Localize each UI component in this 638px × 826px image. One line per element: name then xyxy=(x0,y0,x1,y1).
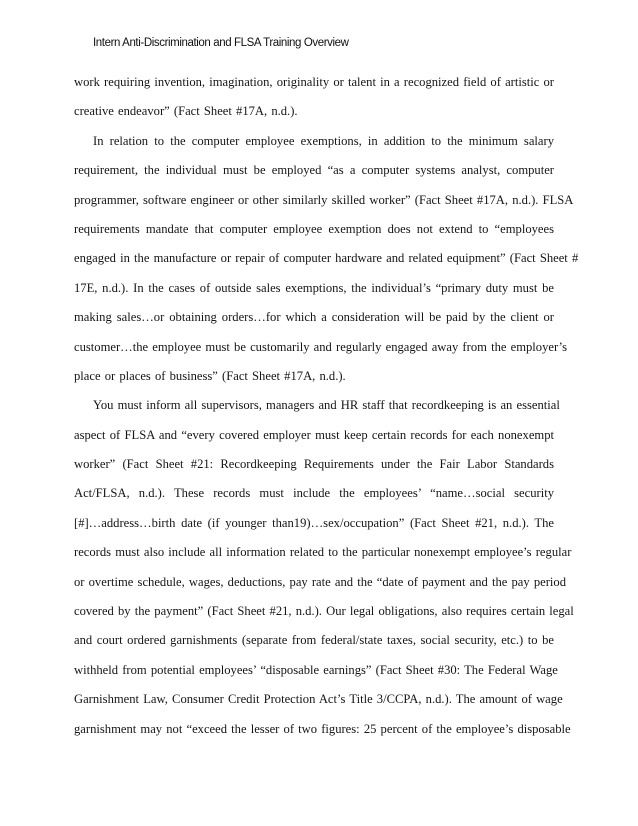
text-line: [#]…address…birth date (if younger than19)…sex/occupation” (Fact Sheet #21, n.d.). The xyxy=(74,515,554,530)
text-line: work requiring invention, imagination, originality or talent in a recognized field of artistic or xyxy=(74,75,554,89)
text-line: or overtime schedule, wages, deductions, pay rate and the “date of payment and the pay period xyxy=(74,574,566,589)
text-line: customer…the employee must be customarily and regularly engaged away from the employer’s xyxy=(74,339,568,354)
text-line: 17E, n.d.). In the cases of outside sales exemptions, the individual’s “primary duty must be xyxy=(74,280,554,295)
text-line: place or places of business” (Fact Sheet #17A, n.d.). xyxy=(74,368,346,383)
text-line: worker” (Fact Sheet #21: Recordkeeping Requirements under the Fair Labor Standards xyxy=(74,457,554,472)
text-line: aspect of FLSA and “every covered employer must keep certain records for each nonexempt xyxy=(74,427,554,442)
text-line: records must also include all information related to the particular nonexempt employee’s regular xyxy=(74,545,572,560)
body-text xyxy=(74,68,579,744)
text-line: You must inform all supervisors, managers and HR staff that recordkeeping is an essential xyxy=(93,398,560,413)
text-line: Garnishment Law, Consumer Credit Protection Act’s Title 3/CCPA, n.d.). The amount of wage xyxy=(74,692,563,707)
text-line: withheld from potential employees’ “disposable earnings” (Fact Sheet #30: The Federal Wage xyxy=(74,662,558,677)
text-line: and court ordered garnishments (separate from federal/state taxes, social security, etc.) to be xyxy=(74,633,554,648)
text-line: programmer, software engineer or other similarly skilled worker” (Fact Sheet #17A, n.d.). FLSA xyxy=(74,192,574,207)
text-line: requirements mandate that computer employee exemption does not extend to “employees xyxy=(74,221,554,236)
running-header: Intern Anti-Discrimination and FLSA Training Overview xyxy=(93,37,349,49)
text-line: creative endeavor” (Fact Sheet #17A, n.d.). xyxy=(74,104,298,119)
text-line: Act/FLSA, n.d.). These records must include the employees’ “name…social security xyxy=(74,486,554,501)
text-line: covered by the payment” (Fact Sheet #21, n.d.). Our legal obligations, also requires certain legal xyxy=(74,604,574,619)
text-line: In relation to the computer employee exemptions, in addition to the minimum salary xyxy=(93,133,554,148)
text-line: making sales…or obtaining orders…for which a consideration will be paid by the client or xyxy=(74,310,554,325)
text-line: engaged in the manufacture or repair of computer hardware and related equipment” (Fact Sheet # xyxy=(74,251,579,266)
text-line: garnishment may not “exceed the lesser of two figures: 25 percent of the employee’s disposable xyxy=(74,721,571,736)
text-line: requirement, the individual must be employed “as a computer systems analyst, computer xyxy=(74,163,554,178)
